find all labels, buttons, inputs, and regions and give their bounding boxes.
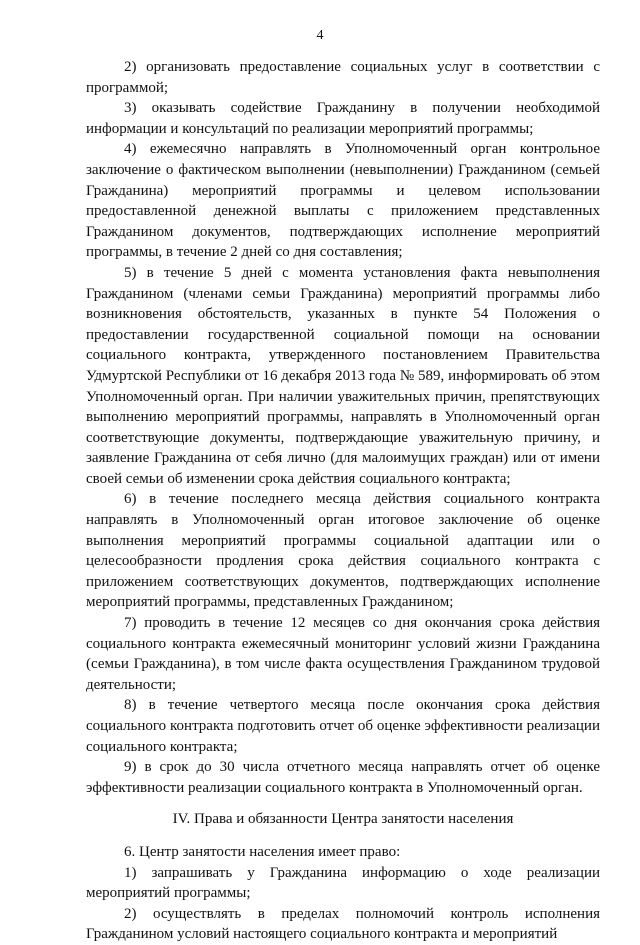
paragraph-clause-6: 6. Центр занятости населения имеет право: [124, 843, 401, 860]
section-heading: IV. Права и обязанности Центра занятости населения [172, 811, 514, 828]
paragraph-item-3: 3) оказывать содействие Гражданину в получении необходимой информации и консультаций по реализации мероприятий программы; [86, 100, 600, 137]
document-body [86, 57, 600, 945]
paragraph-item-5: 5) в течение 5 дней с момента установления факта невыполнения Гражданином (членами семьи Гражданина) мероприятий программы либо возникновения обстоятельств, указанных в пункте 54 Положения о предоставлении государственной социальной помощи на основании социального контракта, утвержденного постановлением Правительства Удмуртской Республики от 16 декабря 2013 года № 589, информировать об этом Уполномоченный орган. При наличии уважительных причин, препятствующих выполнению мероприятий программы, направлять в Уполномоченный орган соответствующие документы, подтверждающие уважительную причину, и заявление Гражданина от себя лично (для малоимущих граждан) или от имени своей семьи об изменении срока действия социального контракта; [86, 264, 600, 487]
paragraph-item-9: 9) в срок до 30 числа отчетного месяца направлять отчет об оценке эффективности реализации социального контракта в Уполномоченный орган. [86, 759, 600, 796]
paragraph-item-2: 2) организовать предоставление социальных услуг в соответствии с программой; [86, 59, 600, 96]
paragraph-item-7: 7) проводить в течение 12 месяцев со дня окончания срока действия социального контракта ежемесячный мониторинг условий жизни Гражданина (семьи Гражданина), в том числе факта осуществления Гражданином трудовой деятельности; [86, 615, 600, 693]
page-number: 4 [316, 28, 324, 43]
paragraph-item-4: 4) ежемесячно направлять в Уполномоченный орган контрольное заключение о фактическом выполнении (невыполнении) Гражданином (семьей Гражданина) мероприятий программы и целевом использовании предоставленной денежной выплаты с приложением представленных Гражданином документов, подтверждающих исполнение мероприятий программы, в течение 2 дней со дня составления; [86, 141, 600, 261]
paragraph-right-2: 2) осуществлять в пределах полномочий контроль исполнения Гражданином условий настоящего социального контракта и мероприятий [86, 905, 600, 943]
paragraph-item-6: 6) в течение последнего месяца действия социального контракта направлять в Уполномоченный орган итоговое заключение об оценке выполнения мероприятий программы социальной адаптации или о целесообразности продления срока действия социального контракта с приложением соответствующих документов, подтверждающих исполнение мероприятий программы, представленных Гражданином; [86, 491, 600, 611]
paragraph-right-1: 1) запрашивать у Гражданина информацию о ходе реализации мероприятий программы; [86, 864, 600, 902]
paragraph-item-8: 8) в течение четвертого месяца после окончания срока действия социального контракта подготовить отчет об оценке эффективности реализации социального контракта; [86, 697, 600, 755]
